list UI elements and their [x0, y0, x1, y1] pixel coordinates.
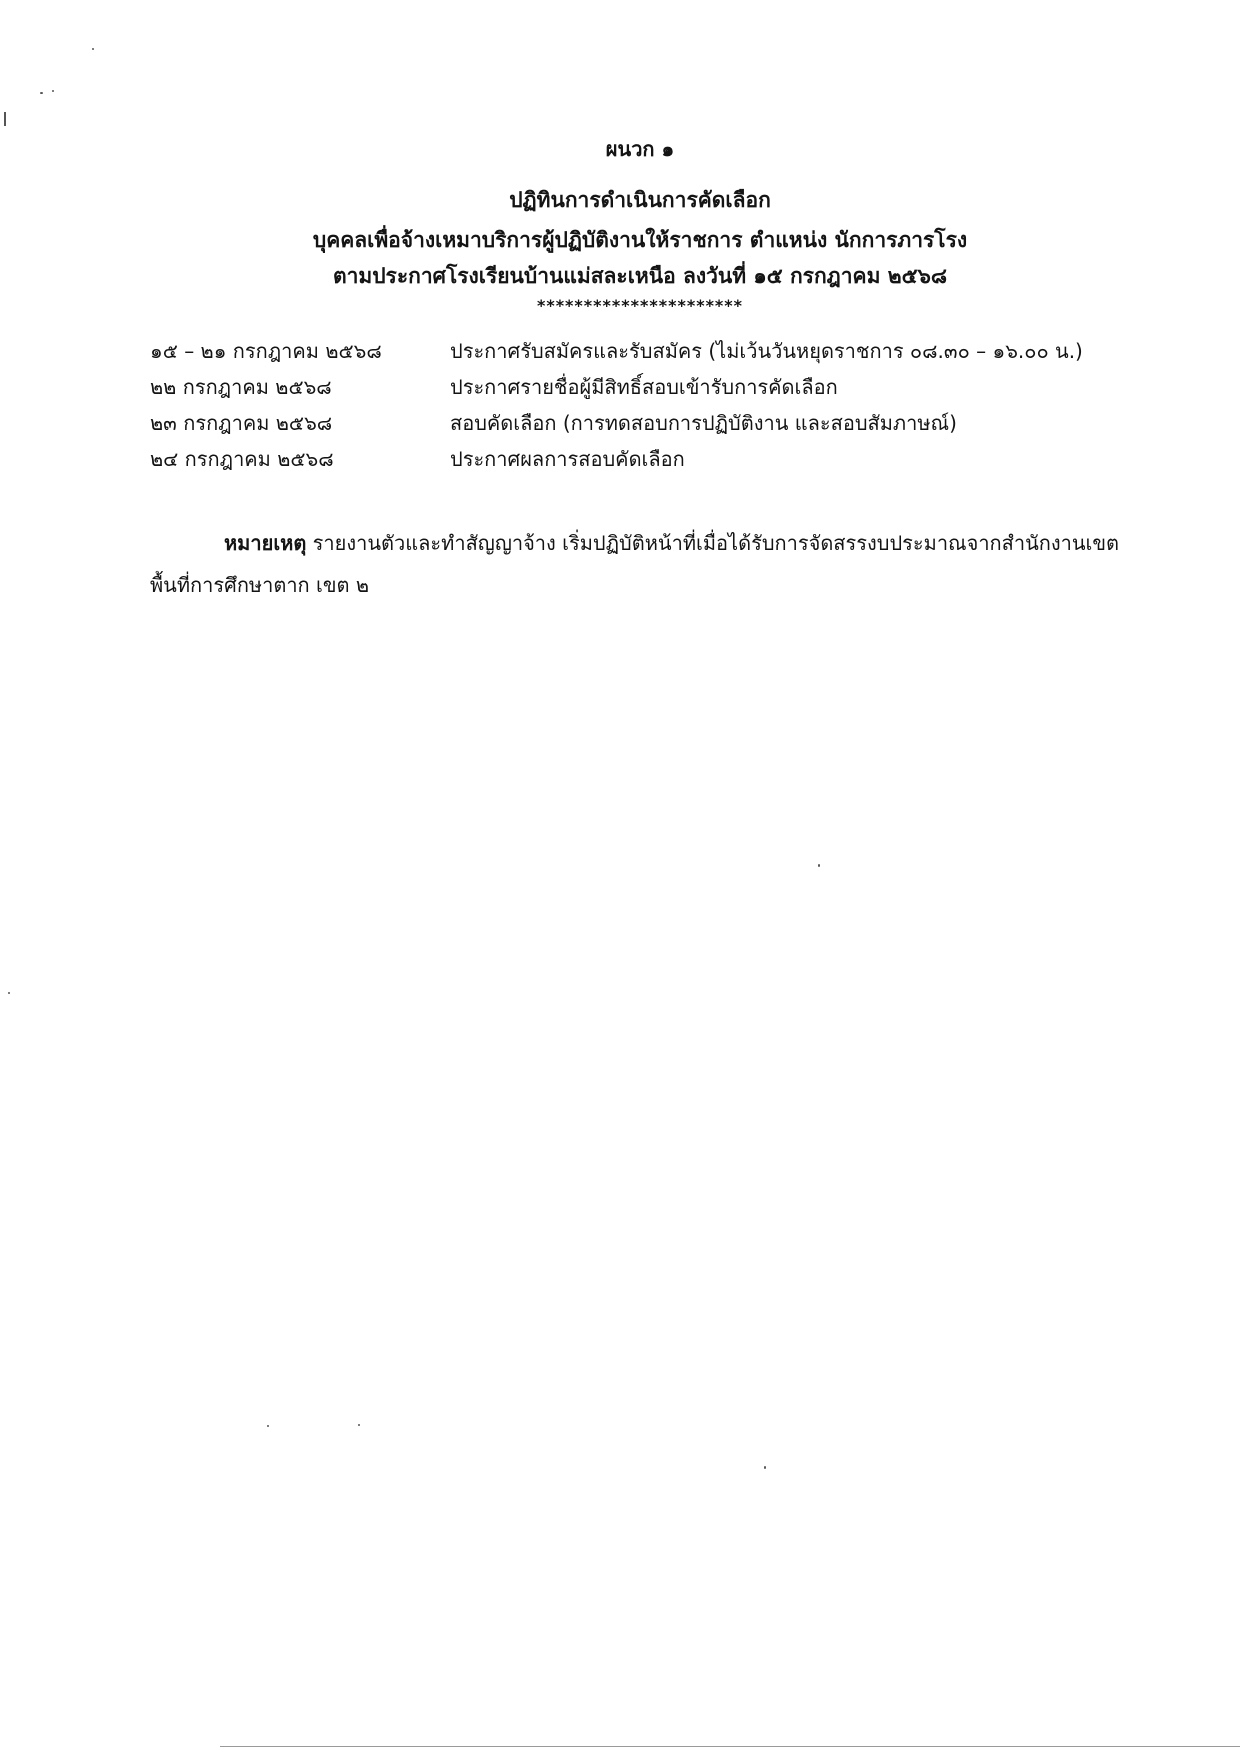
schedule-date: ๒๓ กรกฎาคม ๒๕๖๘ [150, 411, 333, 435]
schedule-activity: ประกาศรายชื่อผู้มีสิทธิ์สอบเข้ารับการคัดเลือก [450, 375, 838, 399]
schedule-row [150, 443, 1130, 479]
announcement-reference: ตามประกาศโรงเรียนบ้านแม่สละเหนือ ลงวันที่ ๑๕ กรกฎาคม ๒๕๖๘ [332, 264, 948, 288]
schedule-row [150, 407, 1130, 443]
schedule-date: ๑๕ – ๒๑ กรกฎาคม ๒๕๖๘ [150, 339, 382, 363]
document-title: ปฏิทินการดำเนินการคัดเลือก [509, 188, 771, 212]
remark-paragraph [150, 522, 1120, 606]
schedule-date: ๒๒ กรกฎาคม ๒๕๖๘ [150, 375, 332, 399]
schedule-row [150, 335, 1130, 371]
schedule-date: ๒๔ กรกฎาคม ๒๕๖๘ [150, 447, 334, 471]
scan-speck [764, 1466, 766, 1469]
scan-speck [40, 92, 43, 94]
annex-label: ผนวก ๑ [605, 137, 675, 161]
scan-speck [267, 1425, 269, 1427]
schedule-table [150, 335, 1130, 479]
schedule-row [150, 371, 1130, 407]
scan-speck [92, 48, 94, 50]
scan-speck [8, 992, 10, 994]
page-bottom-edge [220, 1746, 1240, 1747]
remark-text: รายงานตัวและทำสัญญาจ้าง เริ่มปฏิบัติหน้าที่เมื่อได้รับการจัดสรรงบประมาณจากสำนักงานเขตพื้นที่การศึกษาตาก เขต ๒ [150, 531, 1120, 597]
schedule-activity: ประกาศผลการสอบคัดเลือก [450, 447, 685, 471]
document-subtitle: บุคคลเพื่อจ้างเหมาบริการผู้ปฏิบัติงานให้ราชการ ตำแหน่ง นักการภารโรง [312, 228, 968, 252]
schedule-activity: ประกาศรับสมัครและรับสมัคร (ไม่เว้นวันหยุดราชการ ๐๘.๓๐ – ๑๖.๐๐ น.) [450, 339, 1083, 363]
remark-label: หมายเหตุ [224, 531, 307, 555]
scan-speck [818, 864, 820, 867]
separator-line: ********************** [536, 296, 744, 315]
scan-speck [52, 90, 54, 92]
scan-speck [4, 112, 6, 126]
schedule-activity: สอบคัดเลือก (การทดสอบการปฏิบัติงาน และสอบสัมภาษณ์) [450, 411, 957, 435]
scan-speck [358, 1424, 360, 1426]
